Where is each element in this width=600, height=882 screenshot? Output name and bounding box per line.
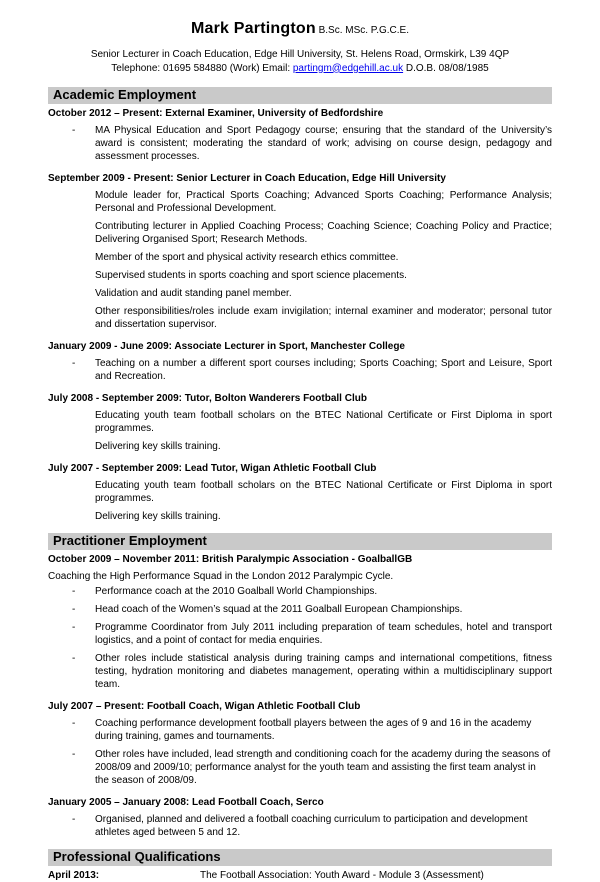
bullet-text: Other responsibilities/roles include exam invigilation; internal examiner and moderator; personal tutor and dissertation supervisor. — [95, 306, 552, 330]
role-heading: January 2005 – January 2008: Lead Football Coach, Serco — [48, 797, 324, 808]
role-intro: Coaching the High Performance Squad in the London 2012 Paralympic Cycle. — [48, 571, 394, 582]
role-bullets — [48, 717, 552, 787]
section-title: Practitioner Employment — [53, 533, 207, 548]
bullet-text: Teaching on a number a different sport courses including; Sports Coaching; Sport and Leisure, Sport and Recreation. — [95, 358, 552, 382]
bullet-text: Delivering key skills training. — [95, 441, 221, 452]
role-bullet — [48, 440, 552, 453]
name-line — [48, 22, 552, 37]
role-bullets — [48, 189, 552, 331]
role-bullets — [48, 357, 552, 383]
bullet-text: Other roles include statistical analysis during training camps and international competitions, fitness testing, hydration monitoring and diabetes management, operating within a multidisciplinary support team. — [95, 653, 552, 690]
role-bullets — [48, 813, 552, 839]
role-bullet — [48, 409, 552, 435]
bullet-text: MA Physical Education and Sport Pedagogy course; ensuring that the standard of the University’s award is consistent; moderating the standard of work; advising on course design, pedagogy and assessment processes. — [95, 125, 552, 162]
dash-bullet-icon — [72, 124, 75, 137]
role-bullet — [48, 621, 552, 647]
role-senior-lecturer — [48, 172, 552, 331]
cv-header — [48, 22, 552, 75]
bullet-text: Other roles have included, lead strength and conditioning coach for the academy during the seasons of 2008/09 and 2009/10; performance analyst for the youth team and assisting the first team analyst in the season of 2008/09. — [95, 749, 551, 786]
role-heading: January 2009 - June 2009: Associate Lecturer in Sport, Manchester College — [48, 341, 405, 352]
role-tutor-bolton — [48, 392, 552, 453]
role-bullet — [48, 189, 552, 215]
contact-line — [48, 62, 552, 76]
dash-bullet-icon — [72, 603, 75, 616]
bullet-text: Head coach of the Women’s squad at the 2011 Goalball European Championships. — [95, 604, 463, 615]
role-bullet — [48, 585, 552, 598]
candidate-name: Mark Partington — [191, 20, 316, 37]
email-link[interactable]: partingm@edgehill.ac.uk — [292, 62, 404, 74]
section-title: Professional Qualifications — [53, 849, 221, 864]
qualification-date: April 2013: — [48, 870, 100, 881]
bullet-text: Supervised students in sports coaching and sport science placements. — [95, 270, 407, 281]
dash-bullet-icon — [72, 621, 75, 634]
role-heading: September 2009 - Present: Senior Lecturer in Coach Education, Edge Hill University — [48, 173, 446, 184]
role-bullet — [48, 269, 552, 282]
role-bullet — [48, 813, 552, 839]
bullet-text: Educating youth team football scholars on the BTEC National Certificate or First Diploma in sport programmes. — [95, 410, 552, 434]
bullet-text: Programme Coordinator from July 2011 including preparation of team schedules, hotel and transport logistics, and a point of contact for media enquiries. — [95, 622, 552, 646]
bullet-text: Contributing lecturer in Applied Coaching Process; Coaching Science; Coaching Policy and Practice; Delivering Organised Sport; Research Methods. — [95, 221, 552, 245]
dash-bullet-icon — [72, 585, 75, 598]
dash-bullet-icon — [72, 748, 75, 761]
role-bullet — [48, 357, 552, 383]
qualification-detail: The Football Association: Youth Award - Module 3 (Assessment) — [200, 870, 484, 881]
role-bullet — [48, 251, 552, 264]
role-external-examiner — [48, 107, 552, 163]
role-bullet — [48, 479, 552, 505]
role-bullets — [48, 479, 552, 523]
role-bullet — [48, 603, 552, 616]
role-bullet — [48, 220, 552, 246]
role-bullets — [48, 585, 552, 691]
bullet-text: Performance coach at the 2010 Goalball World Championships. — [95, 586, 378, 597]
role-bullets — [48, 124, 552, 163]
role-football-coach-wigan — [48, 700, 552, 787]
section-header-professional-qualifications — [48, 849, 552, 866]
dash-bullet-icon — [72, 357, 75, 370]
dash-bullet-icon — [72, 652, 75, 665]
dash-bullet-icon — [72, 813, 75, 826]
qualification-row — [48, 869, 552, 882]
role-goalball-gb — [48, 553, 552, 691]
section-header-academic-employment — [48, 87, 552, 104]
bullet-text: Member of the sport and physical activity research ethics committee. — [95, 252, 399, 263]
role-heading: October 2009 – November 2011: British Paralympic Association - GoalballGB — [48, 554, 413, 565]
bullet-text: Validation and audit standing panel member. — [95, 288, 292, 299]
bullet-text: Module leader for, Practical Sports Coaching; Advanced Sports Coaching; Performance Analysis; Personal and Professional Development. — [95, 190, 552, 214]
role-heading: July 2008 - September 2009: Tutor, Bolton Wanderers Football Club — [48, 393, 367, 404]
address-line: Senior Lecturer in Coach Education, Edge Hill University, St. Helens Road, Ormskirk, L39 4QP — [90, 49, 510, 60]
contact-suffix: D.O.B. 08/08/1985 — [403, 62, 489, 74]
section-title: Academic Employment — [53, 87, 197, 102]
role-lead-tutor-wigan — [48, 462, 552, 523]
candidate-credentials: B.Sc. MSc. P.G.C.E. — [318, 25, 409, 36]
role-bullet — [48, 748, 552, 787]
role-associate-lecturer — [48, 340, 552, 383]
role-heading: July 2007 - September 2009: Lead Tutor, Wigan Athletic Football Club — [48, 463, 377, 474]
section-header-practitioner-employment — [48, 533, 552, 550]
bullet-text: Coaching performance development football players between the ages of 9 and 16 in the academy during training, games and tournaments. — [95, 718, 532, 742]
role-heading: July 2007 – Present: Football Coach, Wigan Athletic Football Club — [48, 701, 361, 712]
bullet-text: Delivering key skills training. — [95, 511, 221, 522]
dash-bullet-icon — [72, 717, 75, 730]
role-bullet — [48, 652, 552, 691]
role-bullet — [48, 287, 552, 300]
role-bullets — [48, 409, 552, 453]
role-bullet — [48, 124, 552, 163]
role-bullet — [48, 717, 552, 743]
bullet-text: Organised, planned and delivered a football coaching curriculum to participation and development athletes aged between 5 and 12. — [95, 814, 528, 838]
role-heading: October 2012 – Present: External Examiner, University of Bedfordshire — [48, 108, 384, 119]
role-bullet — [48, 510, 552, 523]
role-bullet — [48, 305, 552, 331]
contact-prefix: Telephone: 01695 584880 (Work) Email: — [111, 62, 293, 74]
role-lead-football-coach-serco — [48, 796, 552, 839]
bullet-text: Educating youth team football scholars on the BTEC National Certificate or First Diploma in sport programmes. — [95, 480, 552, 504]
